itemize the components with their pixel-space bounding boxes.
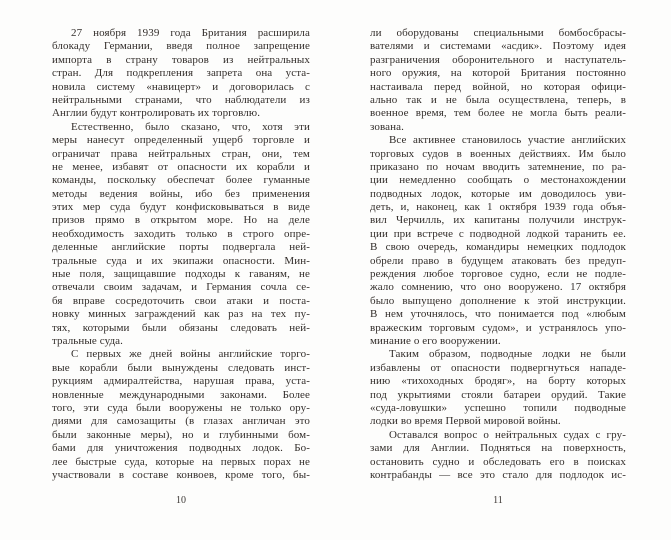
text-line: ли оборудованы специальными бомбосбрасы- bbox=[370, 27, 626, 39]
text-line: тральные суда. bbox=[52, 334, 124, 347]
text-line: методы ведения войны, ибо без применения bbox=[52, 187, 310, 200]
text-line: ные поля, защищавшие подходы к гаваням, не bbox=[52, 268, 310, 281]
page-number: 11 bbox=[493, 495, 503, 506]
text-line: ции при встрече с подводной лодкой таранить ее. bbox=[370, 227, 626, 240]
text-line: Все активнее становилось участие английских bbox=[389, 134, 626, 147]
text-line: В нем уточнялось, что понимается под «любым bbox=[370, 308, 626, 321]
text-line: вателями и системами «асдик». Поэтому идея bbox=[370, 40, 626, 53]
text-block bbox=[52, 27, 310, 482]
text-line: В свою очередь, командиры немецких подлодок bbox=[370, 241, 626, 254]
page-number: 10 bbox=[176, 495, 186, 506]
text-line: 27 ноября 1939 года Британия расширила bbox=[71, 27, 310, 39]
text-line: вые корабли были вынуждены следовать инст- bbox=[52, 361, 310, 374]
text-line: бами для уничтожения подводных лодок. Бо- bbox=[52, 442, 310, 455]
text-line: деленные английские порты подвергала ней- bbox=[52, 241, 310, 254]
text-line: тральные суда и их экипажи опасности. Мин- bbox=[52, 254, 310, 267]
text-line: новленные международными законами. Более bbox=[52, 388, 310, 401]
text-line: были законные меры), но и глубинными бом- bbox=[52, 428, 310, 441]
text-line: рукциям адмиралтейства, нарушая права, уста- bbox=[52, 375, 310, 388]
text-line: жало сомнению, что оно вооружено. 17 октября bbox=[370, 281, 626, 294]
text-line: С первых же дней войны английские торго- bbox=[71, 348, 310, 361]
text-line: отвечали своим задачам, и Германия сочла се- bbox=[52, 281, 310, 294]
text-line: Естественно, было сказано, что, хотя эти bbox=[71, 120, 310, 133]
text-line: лее быстрые суда, которые на первых порах не bbox=[52, 455, 310, 468]
text-line: диями для самозащиты (в глазах англичан это bbox=[52, 415, 310, 428]
text-line: настаивала перед войной, но которая офици- bbox=[370, 80, 626, 93]
text-line: ного оружия, на которой Британия постоянно bbox=[370, 67, 626, 80]
text-line: подводных лодок, которые им доводилось уви- bbox=[370, 187, 626, 200]
text-line: вражеским торговым судом», и устранялось упо- bbox=[370, 321, 626, 334]
text-line: торговых судов в военных действиях. Им было bbox=[370, 147, 626, 160]
text-block bbox=[370, 27, 626, 482]
text-line: участвовали в составе конвоев, кроме того, бы- bbox=[52, 468, 310, 481]
text-line: Англии будут контролировать их торговлю. bbox=[52, 107, 261, 120]
text-line: разграничения оборонительного и наступатель- bbox=[370, 53, 626, 66]
text-line: зована. bbox=[370, 120, 404, 133]
text-line: контрабанды — все это стало для подлодок ис- bbox=[370, 468, 626, 481]
text-line: Таким образом, подводные лодки не были bbox=[389, 348, 626, 361]
text-line: новила систему «навицерт» и договорилась с bbox=[52, 80, 310, 93]
text-line: ально так и не была осуществлена, теперь, в bbox=[370, 93, 626, 106]
text-line: реждения любое торговое судно, если не подле- bbox=[370, 268, 626, 281]
text-line: ции немедленно сообщать о местонахождении bbox=[370, 174, 626, 187]
text-line: того, эти суда были вооружены не только ору- bbox=[52, 401, 310, 414]
text-line: ограничат права нейтральных стран, они, тем bbox=[52, 147, 310, 160]
text-line: призов прямо в открытом море. Но на деле bbox=[52, 214, 310, 227]
text-line: этих мер суда будут конфисковываться в виде bbox=[52, 201, 310, 214]
text-line: не менее, избавят от опасности их корабли и bbox=[52, 160, 310, 173]
text-line: лодки во время Первой мировой войны. bbox=[370, 415, 561, 428]
text-line: зами для Англии. Подняться на поверхность, bbox=[370, 442, 626, 455]
text-line: команды, поскольку обеспечат более гуманные bbox=[52, 174, 310, 187]
text-line: нию «тихоходных бродяг», на борту которых bbox=[370, 375, 626, 388]
text-line: новку минных заграждений как раз на тех пу- bbox=[52, 308, 310, 321]
text-line: импорта в страну товаров из нейтральных bbox=[52, 53, 310, 66]
text-line: избавлены от опасности подвергнуться нападе- bbox=[370, 361, 626, 374]
text-line: вил Черчилль, их капитаны получили инструк- bbox=[370, 214, 626, 227]
text-line: Оставался вопрос о нейтральных судах с гру- bbox=[389, 428, 626, 441]
text-line: необходимость заходить только в строго опре- bbox=[52, 227, 310, 240]
text-line: минание о его вооружении. bbox=[370, 334, 501, 347]
text-line: военное время, тем более не могла быть реали- bbox=[370, 107, 626, 120]
text-line: нейтральными странами, что наблюдатели из bbox=[52, 93, 310, 106]
text-line: бя вправе сосредоточить свои атаки и поста- bbox=[52, 294, 310, 307]
text-line: «суда-ловушки» успешно топили подводные bbox=[370, 401, 626, 414]
text-line: под укрытиями стояли батареи орудий. Такие bbox=[370, 388, 626, 401]
text-line: обрели право в будущем атаковать без предуп- bbox=[370, 254, 626, 267]
text-line: тях, которыми были обязаны следовать ней- bbox=[52, 321, 310, 334]
text-line: меры нанесут определенный ущерб торговле и bbox=[52, 134, 310, 147]
text-line: было выпущено дополнение к этой инструкции. bbox=[370, 294, 626, 307]
text-line: деть, и, наконец, как 1 октября 1939 года объя- bbox=[370, 201, 626, 214]
text-line: приказано по ночам вводить затемнение, по ра- bbox=[370, 160, 626, 173]
text-line: остановить судно и обследовать его в поисках bbox=[370, 455, 626, 468]
text-line: блокаду Германии, введя полное запрещение bbox=[52, 40, 310, 53]
text-line: стран. Для подкрепления запрета она уста- bbox=[52, 67, 310, 80]
